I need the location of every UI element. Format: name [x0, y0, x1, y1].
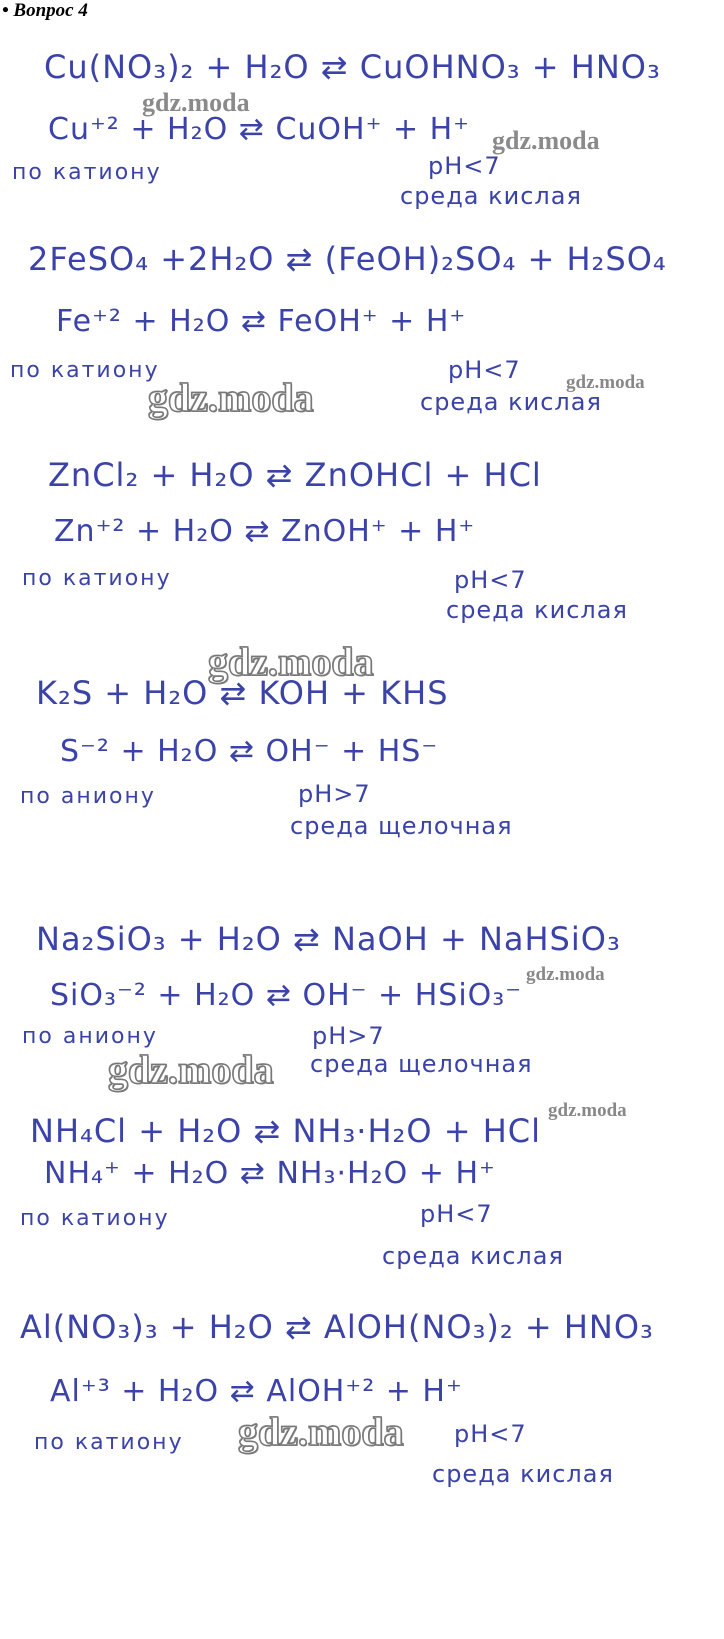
medium-label: среда кислая — [382, 1242, 564, 1270]
hydrolysis-type: по аниону — [20, 784, 156, 809]
ionic-equation: Zn⁺² + H₂O ⇄ ZnOH⁺ + H⁺ — [54, 514, 476, 549]
watermark: gdz.moda — [548, 1100, 627, 1121]
ionic-equation: S⁻² + H₂O ⇄ OH⁻ + HS⁻ — [60, 734, 439, 769]
ph-value: pH<7 — [428, 152, 501, 180]
ionic-equation: SiO₃⁻² + H₂O ⇄ OH⁻ + HSiO₃⁻ — [50, 978, 523, 1013]
medium-label: среда кислая — [400, 182, 582, 210]
watermark: gdz.moda — [148, 375, 314, 420]
ph-value: pH>7 — [298, 780, 371, 808]
watermark: gdz.moda — [492, 126, 600, 155]
medium-label: среда щелочная — [310, 1050, 533, 1078]
medium-label: среда кислая — [446, 596, 628, 624]
watermark: gdz.moda — [238, 1409, 404, 1454]
watermark: gdz.moda — [566, 372, 645, 393]
reaction-equation: Al(NO₃)₃ + H₂O ⇄ AlOH(NO₃)₂ + HNO₃ — [20, 1308, 654, 1346]
ionic-equation: Fe⁺² + H₂O ⇄ FeOH⁺ + H⁺ — [56, 304, 467, 339]
reaction-equation: K₂S + H₂O ⇄ KOH + KHS — [36, 674, 449, 712]
watermark: gdz.moda — [108, 1047, 274, 1092]
reaction-equation: NH₄Cl + H₂O ⇄ NH₃·H₂O + HCl — [30, 1112, 541, 1150]
reaction-equation: 2FeSO₄ +2H₂O ⇄ (FeOH)₂SO₄ + H₂SO₄ — [28, 240, 667, 278]
ph-value: pH<7 — [454, 1420, 527, 1448]
question-heading: • Вопрос 4 — [2, 0, 88, 21]
watermark: gdz.moda — [526, 964, 605, 985]
medium-label: среда кислая — [420, 388, 602, 416]
ionic-equation: Al⁺³ + H₂O ⇄ AlOH⁺² + H⁺ — [50, 1374, 463, 1409]
watermark: gdz.moda — [208, 639, 374, 684]
reaction-equation: Cu(NO₃)₂ + H₂O ⇄ CuOHNO₃ + HNO₃ — [44, 48, 661, 86]
hydrolysis-type: по катиону — [20, 1206, 170, 1231]
ph-value: pH<7 — [454, 566, 527, 594]
reaction-equation: ZnCl₂ + H₂O ⇄ ZnOHCl + HCl — [48, 456, 542, 494]
ph-value: pH<7 — [448, 356, 521, 384]
hydrolysis-type: по катиону — [12, 160, 162, 185]
ph-value: pH<7 — [420, 1200, 493, 1228]
medium-label: среда щелочная — [290, 812, 513, 840]
hydrolysis-type: по катиону — [34, 1430, 184, 1455]
ionic-equation: Cu⁺² + H₂O ⇄ CuOH⁺ + H⁺ — [48, 112, 471, 147]
reaction-equation: Na₂SiO₃ + H₂O ⇄ NaOH + NaHSiO₃ — [36, 920, 621, 958]
watermark: gdz.moda — [142, 88, 250, 117]
ionic-equation: NH₄⁺ + H₂O ⇄ NH₃·H₂O + H⁺ — [44, 1156, 496, 1191]
hydrolysis-type: по аниону — [22, 1024, 158, 1049]
medium-label: среда кислая — [432, 1460, 614, 1488]
hydrolysis-type: по катиону — [22, 566, 172, 591]
hydrolysis-type: по катиону — [10, 358, 160, 383]
ph-value: pH>7 — [312, 1022, 385, 1050]
